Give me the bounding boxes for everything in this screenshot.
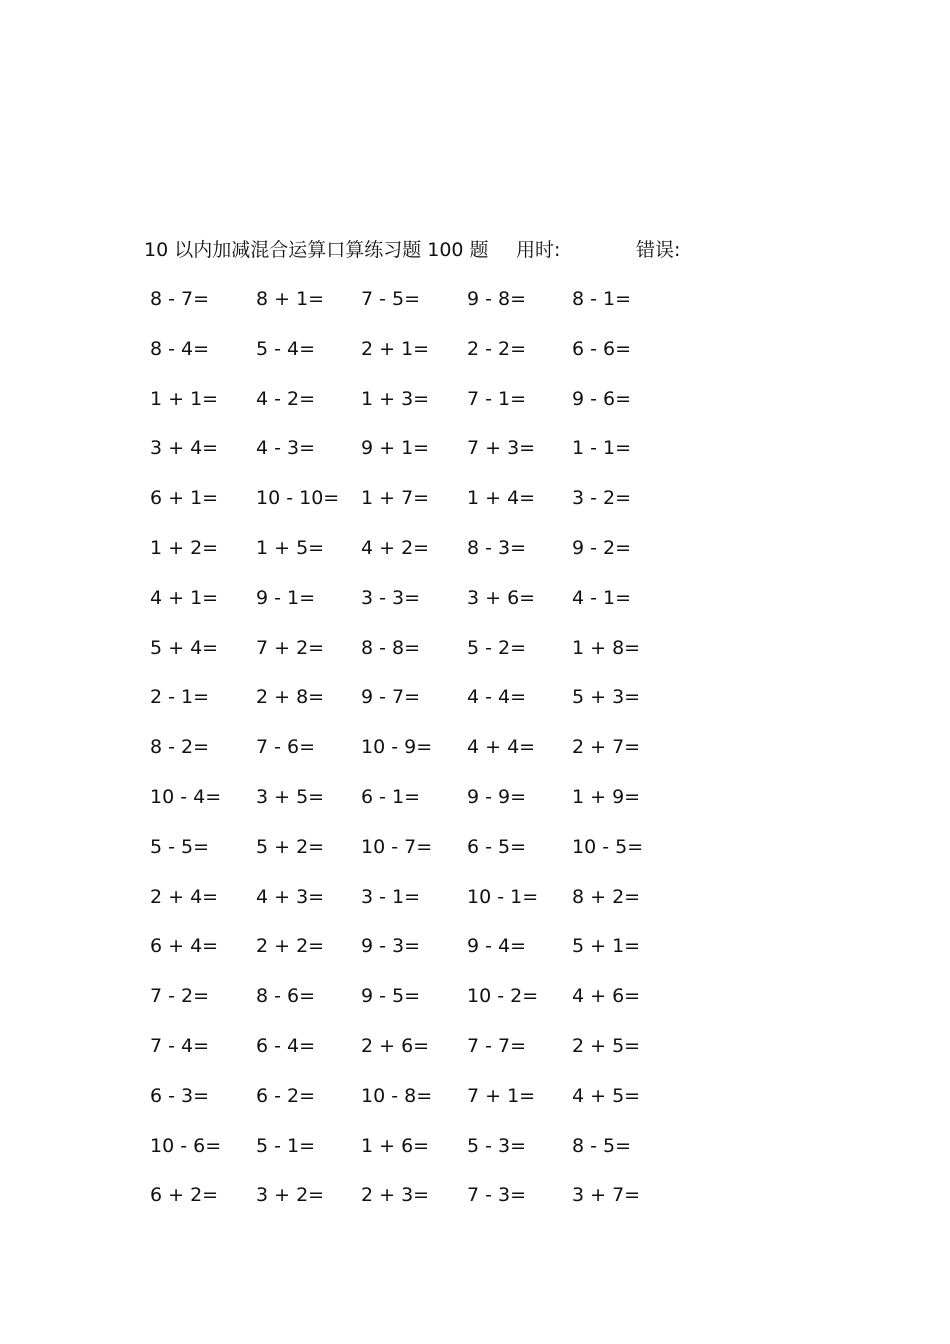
problem-item: 1 + 3= [361,387,430,410]
problem-item: 6 + 4= [150,935,219,958]
problem-item: 1 + 1= [150,387,219,410]
problem-item: 7 - 3= [467,1184,527,1207]
problem-item: 3 + 6= [467,586,536,609]
problem-item: 1 + 4= [467,487,536,510]
problem-item: 8 - 1= [572,288,632,310]
problem-row [150,634,690,662]
problem-item: 2 + 6= [361,1035,430,1057]
problem-item: 4 - 1= [572,586,632,609]
problem-item: 10 - 6= [150,1134,222,1157]
problem-item: 6 - 6= [572,337,632,360]
problem-item: 4 + 1= [150,586,219,609]
problem-item: 9 - 4= [467,935,527,958]
time-used-label: 用时: [516,239,561,261]
problem-item: 6 - 4= [256,1035,316,1057]
problem-item: 10 - 2= [467,985,539,1008]
problem-row [150,733,690,761]
problem-item: 6 - 1= [361,786,421,808]
problem-item: 5 - 5= [150,835,210,858]
errors-label: 错误: [636,239,681,261]
problem-item: 6 - 2= [256,1084,316,1107]
problem-item: 9 - 3= [361,935,421,958]
problem-row [150,584,690,612]
problem-item: 9 - 1= [256,586,316,609]
problem-item: 8 - 5= [572,1134,632,1157]
problem-item: 5 + 1= [572,935,641,958]
problem-item: 7 - 4= [150,1035,210,1057]
problem-item: 3 + 7= [572,1184,641,1207]
problem-item: 2 + 5= [572,1035,641,1057]
problem-row [150,1032,690,1060]
problem-item: 8 - 6= [256,985,316,1008]
problem-item: 8 + 1= [256,288,325,310]
problem-item: 2 + 8= [256,686,325,709]
problem-item: 7 - 1= [467,387,527,410]
problem-item: 10 - 1= [467,885,539,908]
problem-item: 2 + 1= [361,337,430,360]
problem-row [150,1082,690,1110]
problem-row [150,883,690,911]
problem-row [150,385,690,413]
problem-item: 8 - 8= [361,636,421,659]
problem-row [150,833,690,861]
problem-item: 4 + 2= [361,537,430,559]
problem-item: 9 - 7= [361,686,421,709]
problem-item: 1 + 7= [361,487,430,510]
problem-item: 10 - 4= [150,786,222,808]
problem-item: 2 + 7= [572,736,641,759]
problem-item: 2 - 2= [467,337,527,360]
problem-item: 2 + 2= [256,935,325,958]
problem-item: 5 - 4= [256,337,316,360]
problem-item: 2 + 4= [150,885,219,908]
problem-item: 6 - 3= [150,1084,210,1107]
problem-item: 4 - 3= [256,437,316,460]
problem-item: 5 + 4= [150,636,219,659]
problem-item: 8 - 7= [150,288,210,310]
problem-item: 10 - 10= [256,487,340,510]
problem-item: 3 + 5= [256,786,325,808]
problem-row [150,783,690,811]
problem-item: 4 + 6= [572,985,641,1008]
problem-item: 7 - 5= [361,288,421,310]
problem-item: 5 - 1= [256,1134,316,1157]
problem-row [150,484,690,512]
problem-item: 7 + 2= [256,636,325,659]
problem-item: 9 - 5= [361,985,421,1008]
problem-item: 5 + 3= [572,686,641,709]
problem-item: 4 + 3= [256,885,325,908]
problem-item: 9 - 8= [467,288,527,310]
problem-item: 4 + 4= [467,736,536,759]
problem-row [150,982,690,1010]
problem-item: 3 - 1= [361,885,421,908]
problem-item: 7 + 3= [467,437,536,460]
problem-item: 7 - 2= [150,985,210,1008]
problem-item: 1 + 6= [361,1134,430,1157]
worksheet-title: 10 以内加减混合运算口算练习题 100 题 [144,239,489,261]
problem-row [150,335,690,363]
problem-row [150,1132,690,1160]
problem-row [150,932,690,960]
problem-item: 10 - 9= [361,736,433,759]
problem-row [150,1181,690,1209]
problem-item: 9 - 6= [572,387,632,410]
problem-item: 7 + 1= [467,1084,536,1107]
problem-row [150,534,690,562]
problem-item: 4 + 5= [572,1084,641,1107]
problem-row [150,285,690,313]
problem-item: 6 + 2= [150,1184,219,1207]
problem-item: 3 - 3= [361,586,421,609]
problem-item: 1 + 9= [572,786,641,808]
problem-row [150,683,690,711]
problem-item: 5 + 2= [256,835,325,858]
problem-item: 9 + 1= [361,437,430,460]
problem-item: 6 - 5= [467,835,527,858]
problem-item: 6 + 1= [150,487,219,510]
problem-item: 8 - 2= [150,736,210,759]
problem-row [150,434,690,462]
problem-item: 7 - 7= [467,1035,527,1057]
problem-item: 1 - 1= [572,437,632,460]
problem-item: 10 - 7= [361,835,433,858]
problem-item: 10 - 8= [361,1084,433,1107]
problem-item: 9 - 2= [572,537,632,559]
problem-item: 7 - 6= [256,736,316,759]
problem-item: 2 - 1= [150,686,210,709]
problem-item: 8 - 4= [150,337,210,360]
problem-item: 3 + 2= [256,1184,325,1207]
problem-item: 3 - 2= [572,487,632,510]
problem-item: 2 + 3= [361,1184,430,1207]
problem-item: 10 - 5= [572,835,644,858]
problem-item: 9 - 9= [467,786,527,808]
problem-item: 3 + 4= [150,437,219,460]
problem-item: 8 + 2= [572,885,641,908]
problem-item: 5 - 3= [467,1134,527,1157]
problem-item: 4 - 2= [256,387,316,410]
problem-item: 1 + 5= [256,537,325,559]
problem-item: 4 - 4= [467,686,527,709]
problem-item: 1 + 2= [150,537,219,559]
problem-item: 5 - 2= [467,636,527,659]
problem-item: 1 + 8= [572,636,641,659]
problem-item: 8 - 3= [467,537,527,559]
